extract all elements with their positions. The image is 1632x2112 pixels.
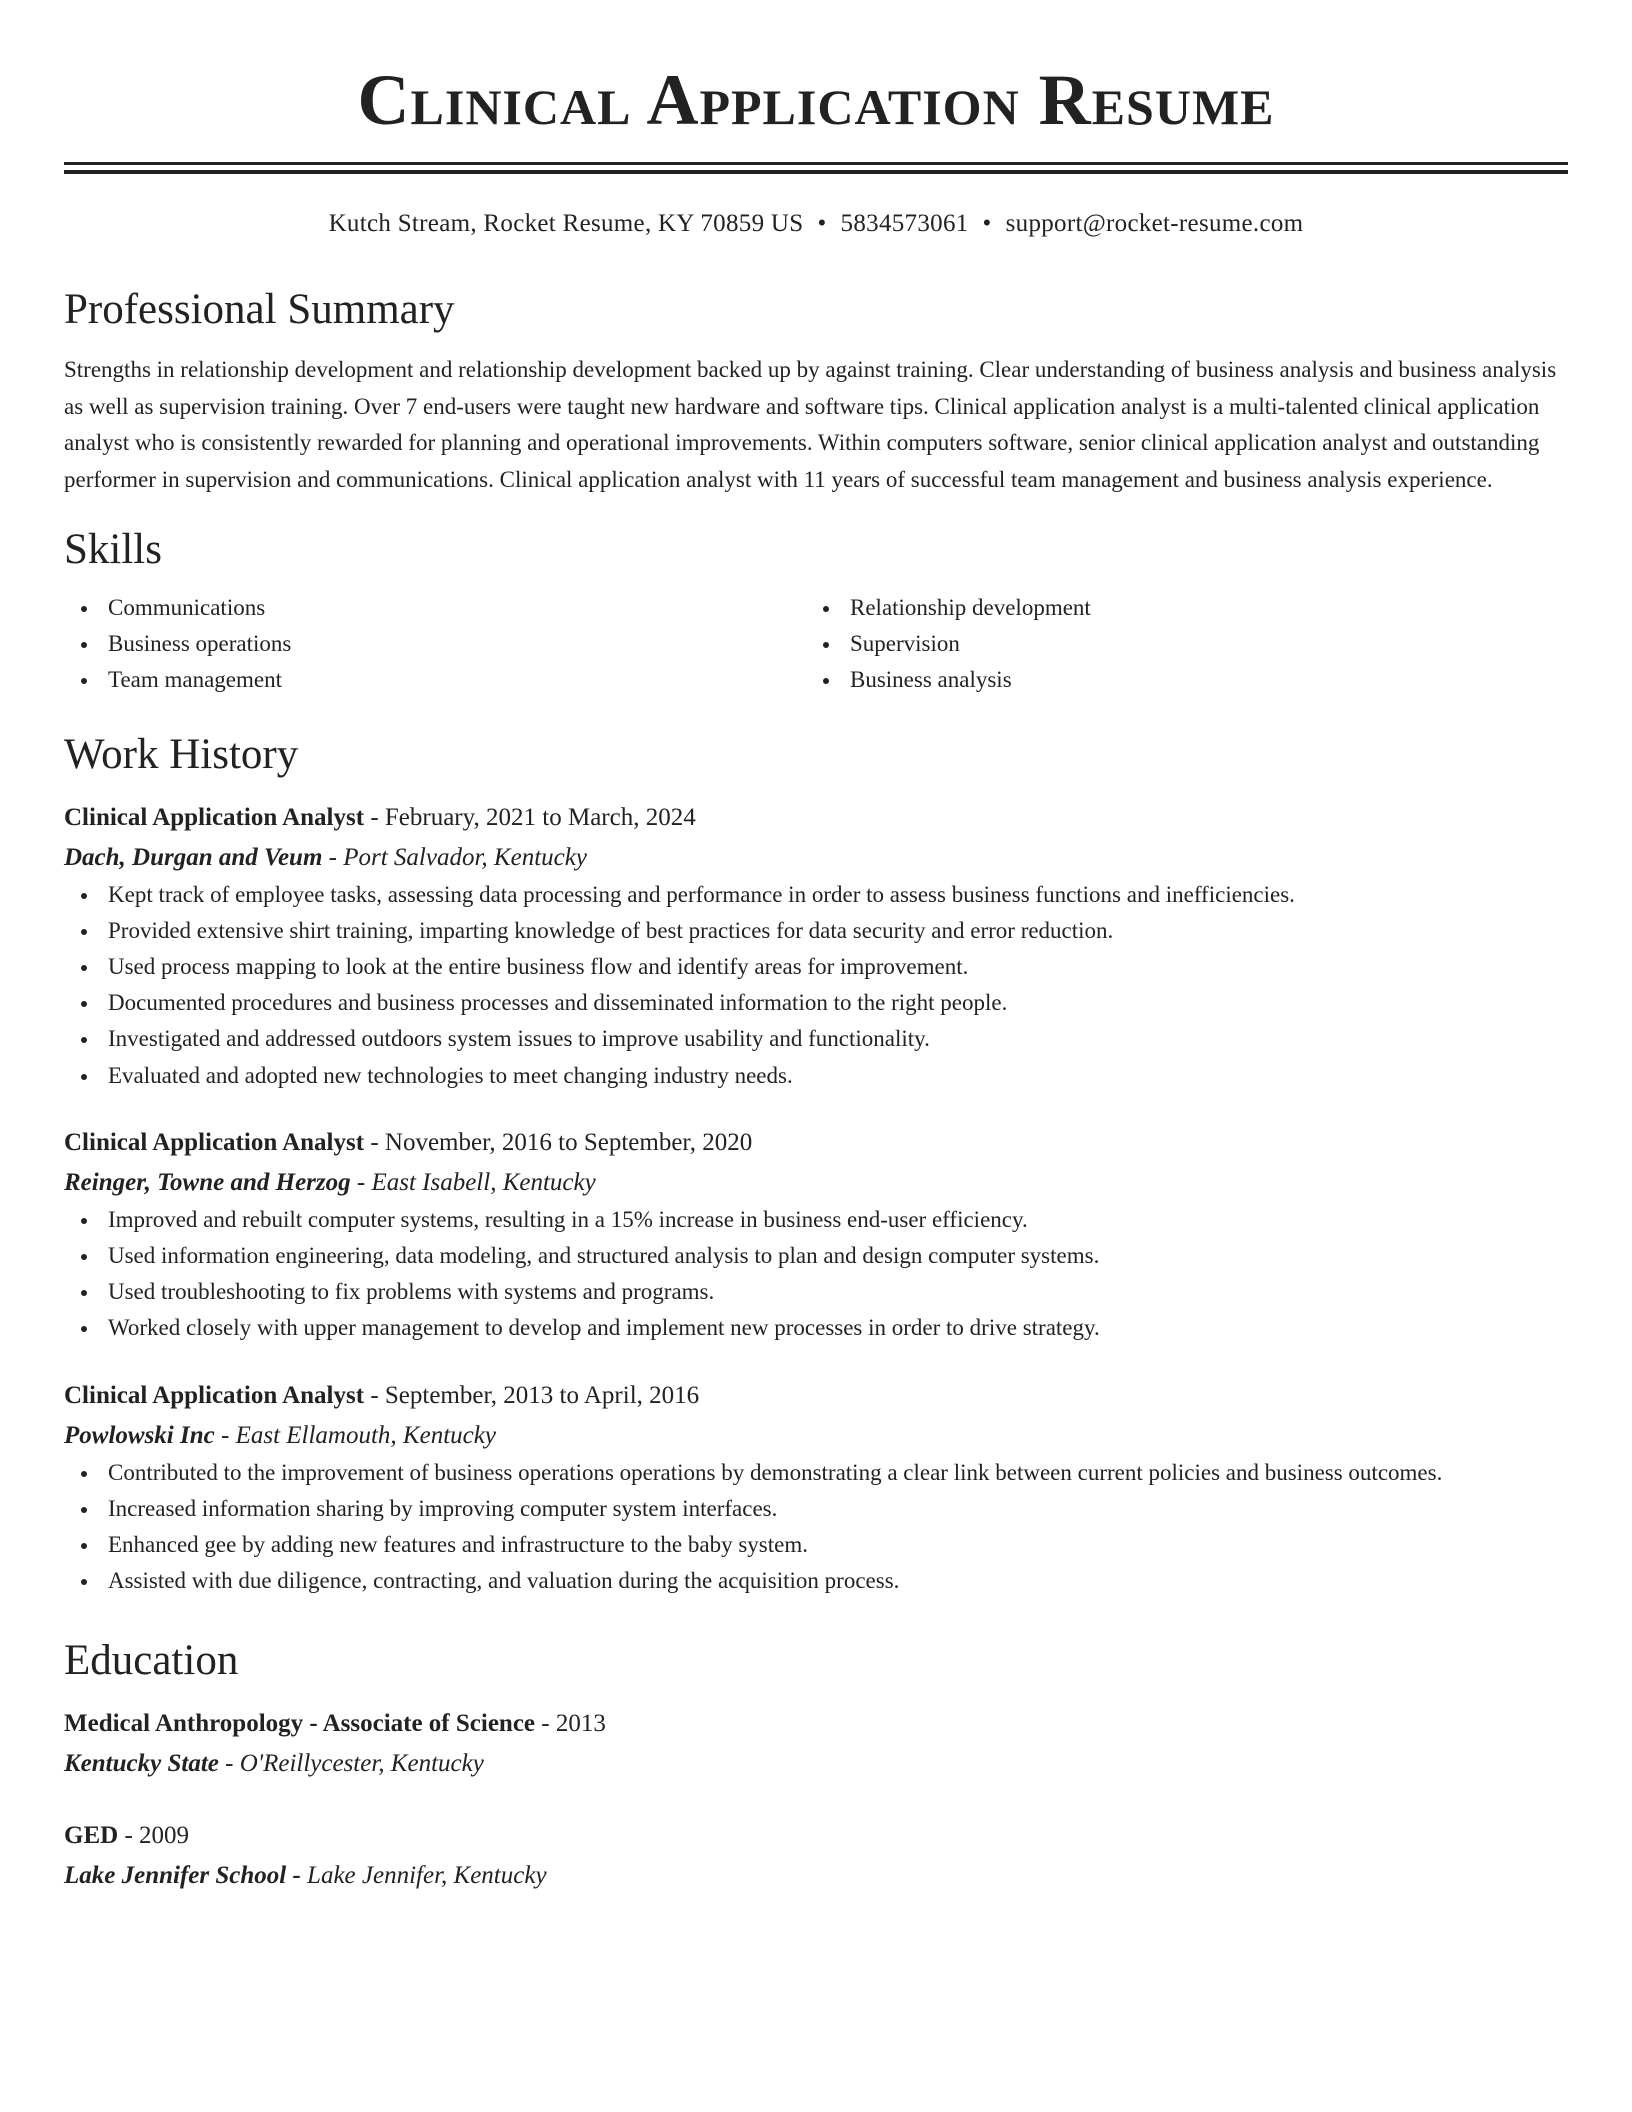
skill-item: Relationship development <box>806 590 1548 626</box>
job-duty: Used troubleshooting to fix problems with systems and programs. <box>64 1274 1568 1310</box>
skill-item: Supervision <box>806 626 1548 662</box>
contact-address: Kutch Stream, Rocket Resume, KY 70859 US <box>328 210 804 237</box>
job-dates: February, 2021 to March, 2024 <box>384 803 696 831</box>
education-entry <box>64 1705 1568 1783</box>
education-year: 2013 <box>555 1710 606 1738</box>
education-separator: - <box>535 1710 556 1738</box>
education-degree-line <box>64 1817 1568 1855</box>
job-title-line <box>64 1124 1568 1162</box>
job-entry <box>64 1377 1568 1600</box>
job-duties <box>64 1455 1568 1600</box>
job-title-line <box>64 1377 1568 1415</box>
skill-item: Business operations <box>64 626 806 662</box>
job-company-line <box>64 839 1568 877</box>
contact-separator: • <box>817 210 827 237</box>
title-divider-top <box>64 162 1568 165</box>
education-school-line <box>64 1857 1568 1895</box>
job-duties <box>64 877 1568 1094</box>
job-duty: Improved and rebuilt computer systems, resulting in a 15% increase in business end-user efficiency. <box>64 1202 1568 1238</box>
job-duty: Enhanced gee by adding new features and infrastructure to the baby system. <box>64 1527 1568 1563</box>
job-separator: - <box>364 1381 385 1409</box>
job-separator: - <box>322 843 344 871</box>
education-separator: - <box>286 1862 308 1890</box>
job-duty: Contributed to the improvement of business operations operations by demonstrating a clear link between current policies and business outcomes. <box>64 1455 1568 1491</box>
job-duty: Provided extensive shirt training, imparting knowledge of best practices for data security and error reduction. <box>64 913 1568 949</box>
job-separator: - <box>364 803 385 831</box>
job-duty: Evaluated and adopted new technologies to meet changing industry needs. <box>64 1058 1568 1094</box>
skills-column-right <box>806 590 1548 699</box>
job-duty: Used information engineering, data modeling, and structured analysis to plan and design computer systems. <box>64 1238 1568 1274</box>
job-company: Powlowski Inc <box>64 1421 215 1449</box>
skill-item: Business analysis <box>806 662 1548 698</box>
job-company-line <box>64 1164 1568 1202</box>
skill-item: Team management <box>64 662 806 698</box>
job-duties <box>64 1202 1568 1347</box>
job-company-line <box>64 1417 1568 1455</box>
job-duty: Assisted with due diligence, contracting, and valuation during the acquisition process. <box>64 1563 1568 1599</box>
education-location: O'Reillycester, Kentucky <box>239 1750 484 1778</box>
job-location: East Ellamouth, Kentucky <box>235 1421 496 1449</box>
skills-column-left <box>64 590 806 699</box>
education-school: Kentucky State <box>64 1750 219 1778</box>
summary-text: Strengths in relationship development and relationship development backed up by against training. Clear understanding of business analysis and business analysis as well as supervision training. Over 7 end-users were taught new hardware and software tips. Clinical application analyst is a multi-talented clinical application analyst who is consistently rewarded for planning and operational improvements. Within computers software, senior clinical application analyst and outstanding performer in supervision and communications. Clinical application analyst with 11 years of successful team management and business analysis experience. <box>64 357 1557 492</box>
education-school-line <box>64 1745 1568 1783</box>
job-duty: Increased information sharing by improving computer system interfaces. <box>64 1491 1568 1527</box>
education-heading: Education <box>64 1637 239 1685</box>
skills-heading: Skills <box>64 526 162 573</box>
resume-page <box>64 0 1568 1895</box>
job-separator: - <box>364 1128 385 1156</box>
job-duty: Kept track of employee tasks, assessing data processing and performance in order to assess business functions and inefficiencies. <box>64 877 1568 913</box>
job-duty: Investigated and addressed outdoors system issues to improve usability and functionality. <box>64 1021 1568 1057</box>
job-dates: November, 2016 to September, 2020 <box>384 1128 753 1156</box>
job-duty: Used process mapping to look at the entire business flow and identify areas for improvement. <box>64 949 1568 985</box>
education-separator: - <box>218 1750 240 1778</box>
contact-email: support@rocket-resume.com <box>1005 210 1304 237</box>
contact-phone: 5834573061 <box>840 210 969 237</box>
job-location: East Isabell, Kentucky <box>371 1168 596 1196</box>
job-separator: - <box>214 1421 236 1449</box>
education-degree: GED <box>64 1822 119 1850</box>
education-location: Lake Jennifer, Kentucky <box>307 1862 547 1890</box>
resume-title: Clinical Application Resume <box>357 60 1275 140</box>
education-year: 2009 <box>139 1822 190 1850</box>
job-title-line <box>64 799 1568 837</box>
job-duty: Worked closely with upper management to develop and implement new processes in order to drive strategy. <box>64 1310 1568 1346</box>
job-entry <box>64 799 1568 1094</box>
job-separator: - <box>350 1168 372 1196</box>
education-separator: - <box>118 1822 140 1850</box>
education-degree: Medical Anthropology - Associate of Science <box>64 1710 536 1738</box>
education-degree-line <box>64 1705 1568 1743</box>
contact-separator: • <box>982 210 992 237</box>
education-entry <box>64 1817 1568 1895</box>
job-dates: September, 2013 to April, 2016 <box>384 1381 700 1409</box>
job-company: Reinger, Towne and Herzog <box>64 1168 351 1196</box>
skill-item: Communications <box>64 590 806 626</box>
contact-line <box>64 208 1568 240</box>
work-history-heading: Work History <box>64 730 299 778</box>
title-divider-bottom <box>64 170 1568 174</box>
job-entry <box>64 1124 1568 1347</box>
summary-heading: Professional Summary <box>64 286 455 333</box>
job-duty: Documented procedures and business processes and disseminated information to the right people. <box>64 985 1568 1021</box>
job-title: Clinical Application Analyst <box>64 1128 365 1156</box>
skills-list <box>64 590 1568 699</box>
job-location: Port Salvador, Kentucky <box>343 843 587 871</box>
job-title: Clinical Application Analyst <box>64 803 365 831</box>
education-school: Lake Jennifer School <box>64 1862 287 1890</box>
job-company: Dach, Durgan and Veum <box>64 843 323 871</box>
job-title: Clinical Application Analyst <box>64 1381 365 1409</box>
